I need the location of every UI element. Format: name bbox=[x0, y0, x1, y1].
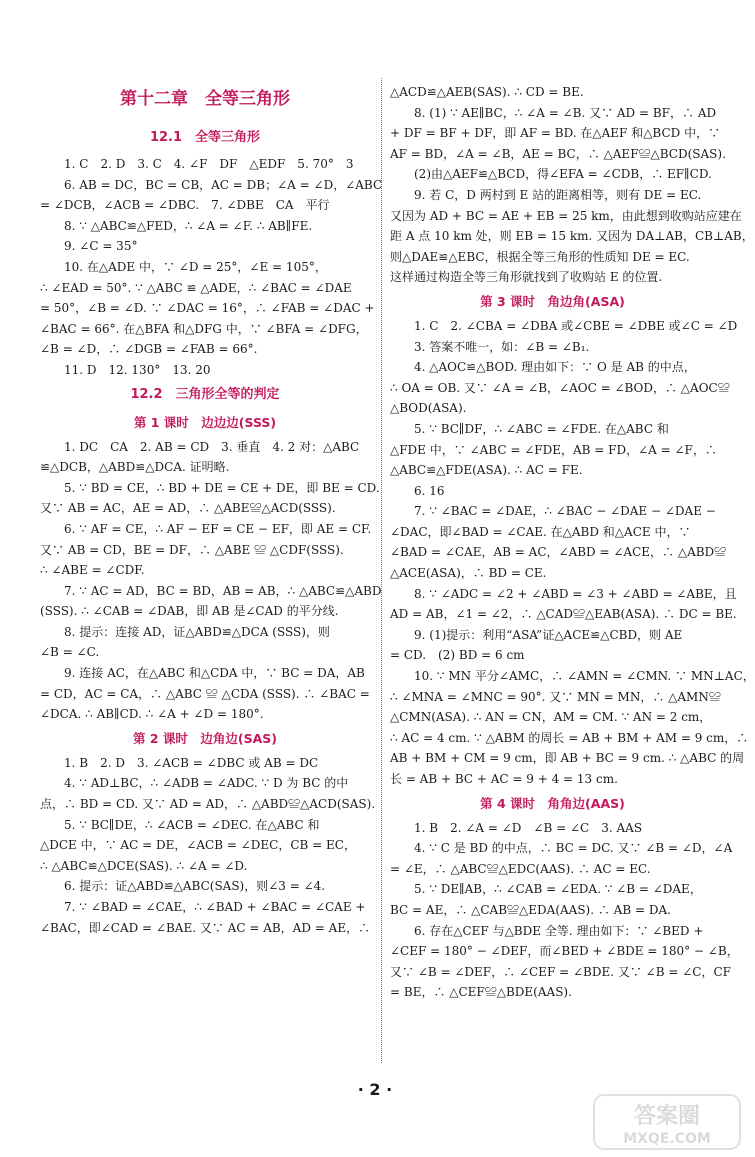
lesson-title-aas: 第 4 课时 角角边(AAS) bbox=[480, 795, 625, 811]
lesson-title-sas: 第 2 课时 边角边(SAS) bbox=[132, 730, 277, 746]
answer-line: 则△DAE≌△EBC，根据全等三角形的性质知 DE = EC. bbox=[390, 249, 690, 264]
answer-line: 6. 存在△CEF 与△BDE 全等. 理由如下：∵ ∠BED + bbox=[414, 923, 704, 938]
answer-line: 4. ∵ C 是 BD 的中点，∴ BC = DC. 又∵ ∠B = ∠D，∠A bbox=[414, 841, 733, 856]
answer-line: ∠B = ∠D，∴ ∠DGB = ∠FAB = 66°. bbox=[40, 342, 258, 357]
answer-line: 这样通过构造全等三角形就找到了收购站 E 的位置. bbox=[390, 270, 663, 285]
answer-line: 11. D 12. 130° 13. 20 bbox=[64, 362, 211, 377]
answer-line: △ABC≌△FDE(ASA). ∴ AC = FE. bbox=[390, 463, 583, 478]
answer-line: 距 A 点 10 km 处，则 EB = 15 km. 又因为 DA⊥AB，CB⊥AB， bbox=[390, 229, 754, 244]
answer-line: 6. AB = DC，BC = CB，AC = DB；∠A = ∠D，∠ABC bbox=[64, 177, 383, 192]
answer-line: △BOD(ASA). bbox=[390, 401, 467, 416]
answer-line: △ACD≌△AEB(SAS). ∴ CD = BE. bbox=[390, 85, 584, 99]
answer-line: AF = BD，∠A = ∠B，AE = BC，∴ △AEF≌△BCD(SAS). bbox=[390, 146, 726, 161]
answer-line: ∴ AC = 4 cm. ∵ △ABM 的周长 = AB + BM + AM = 9 cm，∴ bbox=[390, 730, 749, 745]
answer-line: 点，∴ BD = CD. 又∵ AD = AD，∴ △ABD≌△ACD(SAS). bbox=[40, 797, 376, 812]
section-title-12-1: 12.1 全等三角形 bbox=[149, 130, 261, 145]
lesson-sas-answers bbox=[40, 753, 376, 938]
right-column bbox=[390, 82, 755, 1003]
answer-line: ∠DAC，即∠BAD = ∠CAE. 在△ABD 和△ACE 中，∵ bbox=[390, 524, 691, 539]
answer-line: 5. ∵ DE∥AB，∴ ∠CAB = ∠EDA. ∵ ∠B = ∠DAE， bbox=[414, 882, 702, 897]
answer-line: 7. ∵ ∠BAD = ∠CAE，∴ ∠BAD + ∠BAC = ∠CAE + bbox=[64, 900, 366, 914]
answer-line: 5. ∵ BD = CE，∴ BD + DE = CE + DE，即 BE = CD. bbox=[64, 480, 380, 495]
answer-line: 3. 答案不唯一，如：∠B = ∠B₁. bbox=[414, 339, 590, 354]
answer-line: = CD，AC = CA，∴ △ABC ≌ △CDA (SSS). ∴ ∠BAC = bbox=[40, 686, 370, 701]
answer-line: + DF = BF + DF，即 AF = BD. 在△AEF 和△BCD 中，∵ bbox=[390, 126, 721, 141]
answer-line: 10. ∵ MN 平分∠AMC，∴ ∠AMN = ∠CMN. ∵ MN⊥AC， bbox=[414, 669, 755, 684]
answer-line: ∴ ∠MNA = ∠MNC = 90°. 又∵ MN = MN，∴ △AMN≌ bbox=[390, 689, 721, 704]
answer-line: ∠BAD = ∠CAE，AB = AC，∠ABD = ∠ACE，∴ △ABD≌ bbox=[390, 545, 727, 560]
answer-line: △ACE(ASA)，∴ BD = CE. bbox=[390, 566, 547, 581]
answer-line: (SSS). ∴ ∠CAB = ∠DAB，即 AB 是∠CAD 的平分线. bbox=[40, 604, 339, 619]
lesson-asa-answers bbox=[390, 316, 755, 790]
answer-line: 4. △AOC≌△BOD. 理由如下：∵ O 是 AB 的中点， bbox=[414, 360, 696, 375]
answer-line: 8. ∵ △ABC≌△FED，∴ ∠A = ∠F. ∴ AB∥FE. bbox=[64, 218, 313, 233]
answer-line: 9. 连接 AC，在△ABC 和△CDA 中，∵ BC = DA，AB bbox=[64, 666, 365, 681]
lesson-sss-answers bbox=[40, 437, 382, 725]
watermark-line-2: MXQE.COM bbox=[623, 1131, 711, 1147]
answer-line: 1. B 2. D 3. ∠ACB = ∠DBC 或 AB = DC bbox=[64, 755, 319, 770]
answer-line: 8. (1) ∵ AE∥BC，∴ ∠A = ∠B. 又∵ AD = BF，∴ AD bbox=[414, 105, 717, 120]
answer-line: ∠DCA. ∴ AB∥CD. ∴ ∠A + ∠D = 180°. bbox=[40, 707, 264, 722]
answer-line: 6. 提示：证△ABD≌△ABC(SAS)，则∠3 = ∠4. bbox=[64, 879, 326, 894]
answer-line: = 50°，∠B = ∠D. ∵ ∠DAC = 16°，∴ ∠FAB = ∠DAC + bbox=[40, 301, 375, 316]
lesson-title-asa: 第 3 课时 角边角(ASA) bbox=[480, 293, 625, 309]
watermark-line-1: 答案圈 bbox=[633, 1104, 701, 1129]
answer-line: △CMN(ASA). ∴ AN = CN，AM = CM. ∵ AN = 2 cm， bbox=[390, 710, 712, 725]
answer-line: = ∠E，∴ △ABC≌△EDC(AAS). ∴ AC = EC. bbox=[390, 861, 651, 876]
column-divider bbox=[381, 78, 382, 1063]
answer-line: 1. B 2. ∠A = ∠D ∠B = ∠C 3. AAS bbox=[414, 820, 643, 835]
answer-line: 又∵ AB = CD，BE = DF，∴ △ABE ≌ △CDF(SSS). bbox=[40, 542, 344, 557]
answer-line: ∴ ∠EAD = 50°. ∵ △ABC ≌ △ADE，∴ ∠BAC = ∠DAE bbox=[40, 280, 352, 295]
answer-line: ∠BAC，即∠CAD = ∠BAE. 又∵ AC = AB，AD = AE，∴ bbox=[40, 920, 371, 935]
answer-line: ∠B = ∠C. bbox=[40, 645, 100, 660]
answer-line: 9. ∠C = 35° bbox=[64, 239, 138, 254]
left-column bbox=[40, 82, 383, 938]
answer-line: 长 = AB + BC + AC = 9 + 4 = 13 cm. bbox=[390, 772, 618, 786]
answer-line: 1. C 2. D 3. C 4. ∠F DF △EDF 5. 70° 3 bbox=[64, 157, 354, 171]
answer-line: AB + BM + CM = 9 cm，即 AB + BC = 9 cm. ∴ △ABC 的周 bbox=[390, 751, 745, 766]
answer-line: 8. 提示：连接 AD，证△ABD≌△DCA (SSS)，则 bbox=[64, 624, 330, 639]
answer-line: ∠CEF = 180° − ∠DEF，而∠BED + ∠BDE = 180° − ∠B， bbox=[390, 944, 739, 959]
answer-line: BC = AE，∴ △CAB≌△EDA(AAS). ∴ AB = DA. bbox=[390, 902, 671, 917]
answer-line: △DCE 中，∵ AC = DE，∠ACB = ∠DEC，CB = EC， bbox=[40, 838, 356, 853]
answer-line: 7. ∵ ∠BAC = ∠DAE，∴ ∠BAC − ∠DAE − ∠DAE − bbox=[414, 504, 716, 519]
answer-line: ∴ ∠ABE = ∠CDF. bbox=[40, 563, 145, 578]
chapter-title: 第十二章 全等三角形 bbox=[120, 89, 290, 109]
answer-line: 4. ∵ AD⊥BC，∴ ∠ADB = ∠ADC. ∵ D 为 BC 的中 bbox=[64, 776, 349, 791]
answer-line: 又∵ AB = AC，AE = AD，∴ △ABE≌△ACD(SSS). bbox=[40, 501, 336, 516]
answer-line: 9. (1)提示：利用“ASA”证△ACE≌△CBD，则 AE bbox=[414, 627, 683, 642]
answer-line: ∴ OA = OB. 又∵ ∠A = ∠B，∠AOC = ∠BOD，∴ △AOC≌ bbox=[390, 380, 730, 395]
lesson-aas-answers bbox=[390, 818, 739, 1003]
answer-line: 又因为 AD + BC = AE + EB = 25 km，由此想到收购站应建在 bbox=[390, 208, 742, 223]
answer-line: 5. ∵ BC∥DF，∴ ∠ABC = ∠FDE. 在△ABC 和 bbox=[414, 421, 669, 436]
section-title-12-2: 12.2 三角形全等的判定 bbox=[130, 386, 280, 402]
answer-line: 6. 16 bbox=[414, 483, 445, 498]
answer-line: 10. 在△ADE 中，∵ ∠D = 25°，∠E = 105°， bbox=[64, 259, 327, 274]
watermark-logo bbox=[592, 1091, 742, 1153]
answer-line: △FDE 中，∵ ∠ABC = ∠FDE，AB = FD，∠A = ∠F，∴ bbox=[390, 442, 717, 457]
answer-line: 5. ∵ BC∥DE，∴ ∠ACB = ∠DEC. 在△ABC 和 bbox=[64, 817, 320, 832]
answer-line: ≌△DCB，△ABD≌△DCA. 证明略. bbox=[40, 460, 230, 475]
answer-line: 8. ∵ ∠ADC = ∠2 + ∠ABD = ∠3 + ∠ABD = ∠ABE，且 bbox=[414, 586, 737, 601]
page-number: · 2 · bbox=[357, 1080, 393, 1099]
answer-line: 1. C 2. ∠CBA = ∠DBA 或∠CBE = ∠DBE 或∠C = ∠D bbox=[414, 318, 738, 333]
answer-line: = BE，∴ △CEF≌△BDE(AAS). bbox=[390, 985, 572, 1000]
answer-line: 又∵ ∠B = ∠DEF，∴ ∠CEF = ∠BDE. 又∵ ∠B = ∠C，CF bbox=[390, 964, 731, 979]
answer-line: ∴ △ABC≌△DCE(SAS). ∴ ∠A = ∠D. bbox=[40, 858, 248, 873]
answer-line: ∠BAC = 66°. 在△BFA 和△DFG 中，∵ ∠BFA = ∠DFG， bbox=[40, 321, 368, 336]
answer-line: (2)由△AEF≌△BCD，得∠EFA = ∠CDB，∴ EF∥CD. bbox=[414, 167, 712, 182]
answer-line: AD = AB，∠1 = ∠2，∴ △CAD≌△EAB(ASA). ∴ DC = BE. bbox=[390, 607, 737, 622]
answer-line: = CD. (2) BD = 6 cm bbox=[390, 648, 525, 663]
answer-line: 9. 若 C，D 两村到 E 站的距离相等，则有 DE = EC. bbox=[414, 187, 702, 202]
answer-line: 1. DC CA 2. AB = CD 3. 垂直 4. 2 对：△ABC bbox=[64, 439, 360, 454]
lesson-sas-answers-continued bbox=[390, 82, 754, 288]
section-12-1-answers bbox=[40, 154, 383, 381]
answer-line: 6. ∵ AF = CE，∴ AF − EF = CE − EF，即 AE = CF. bbox=[64, 521, 372, 536]
answer-line: 7. ∵ AC = AD，BC = BD，AB = AB，∴ △ABC≌△ABD bbox=[64, 583, 382, 598]
answer-line: = ∠DCB，∠ACB = ∠DBC. 7. ∠DBE CA 平行 bbox=[40, 198, 330, 213]
lesson-title-sss: 第 1 课时 边边边(SSS) bbox=[133, 414, 277, 430]
